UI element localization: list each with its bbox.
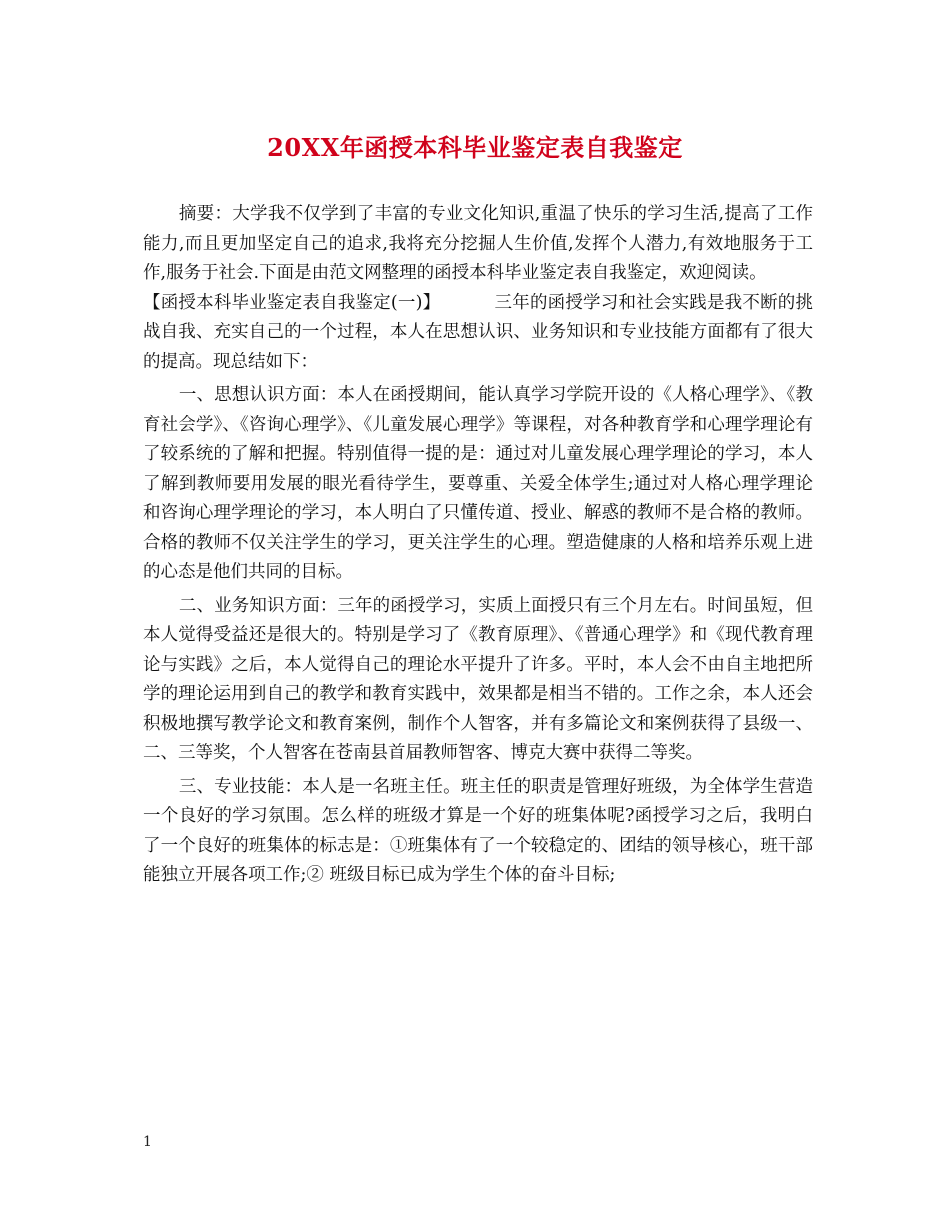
section-paragraph (143, 289, 813, 378)
document-title: 20XX年函授本科毕业鉴定表自我鉴定 (267, 133, 683, 162)
document-body (143, 200, 813, 891)
body-paragraph-3: 三、专业技能：本人是一名班主任。班主任的职责是管理好班级，为全体学生营造一个良好的学习氛围。怎么样的班级才算是一个好的班集体呢?函授学习之后，我明白了一个良好的班集体的标志是：①班集体有了一个较稳定的、团结的领导核心，班干部能独立开展各项工作;② 班级目标已成为学生个体的奋斗目标; (143, 776, 813, 885)
section-intro: 三年的函授学习和社会实践是我不断的挑战自我、充实自己的一个过程，本人在思想认识、业务知识和专业技能方面都有了很大的提高。现总结如下： (143, 292, 813, 372)
body-paragraph-1: 一、思想认识方面：本人在函授期间，能认真学习学院开设的《人格心理学》、《教育社会学》、《咨询心理学》、《儿童发展心理学》等课程，对各种教育学和心理学理论有了较系统的了解和把握。特别值得一提的是：通过对儿童发展心理学理论的学习，本人了解到教师要用发展的眼光看待学生，要尊重、关爱全体学生;通过对人格心理学理论和咨询心理学理论的学习，本人明白了只懂传道、授业、解惑的教师不是合格的教师。合格的教师不仅关注学生的学习，更关注学生的心理。塑造健康的人格和培养乐观上进的心态是他们共同的目标。 (143, 385, 813, 582)
page-number: 1 (143, 1134, 152, 1150)
abstract-paragraph: 摘要：大学我不仅学到了丰富的专业文化知识,重温了快乐的学习生活,提高了工作能力,而且更加坚定自己的追求,我将充分挖掘人生价值,发挥个人潜力,有效地服务于工作,服务于社会.下面是由范文网整理的函授本科毕业鉴定表自我鉴定，欢迎阅读。 (143, 204, 813, 283)
body-paragraph-2: 二、业务知识方面：三年的函授学习，实质上面授只有三个月左右。时间虽短，但本人觉得受益还是很大的。特别是学习了《教育原理》、《普通心理学》和《现代教育理论与实践》之后，本人觉得自己的理论水平提升了许多。平时，本人会不由自主地把所学的理论运用到自己的教学和教育实践中，效果都是相当不错的。工作之余，本人还会积极地撰写教学论文和教育案例，制作个人智客，并有多篇论文和案例获得了县级一、二、三等奖，个人智客在苍南县首届教师智客、博克大赛中获得二等奖。 (143, 595, 813, 763)
section-title: 【函授本科毕业鉴定表自我鉴定(一)】 (143, 292, 441, 313)
